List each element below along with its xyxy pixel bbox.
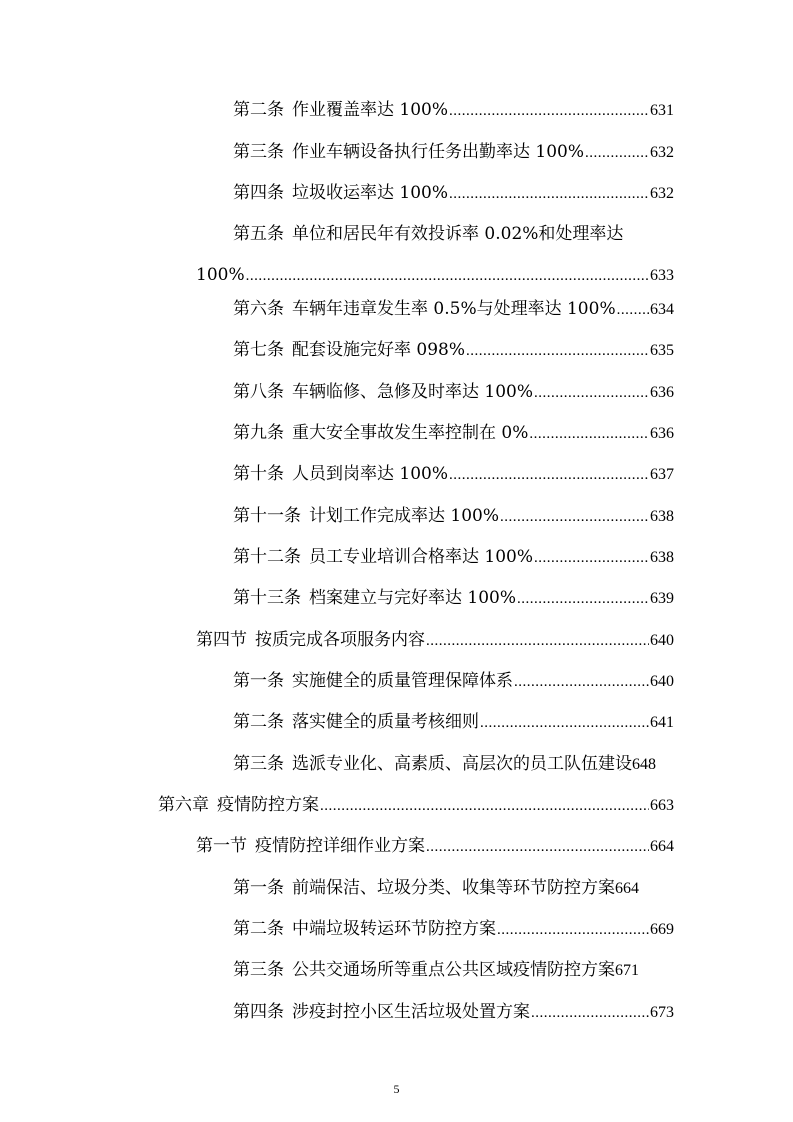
toc-leader-dots bbox=[514, 669, 649, 695]
toc-entry-article-3b[interactable] bbox=[233, 751, 703, 777]
toc-entry-label: 第十条 bbox=[233, 464, 284, 484]
toc-entry-article-1c[interactable] bbox=[233, 875, 703, 901]
toc-entry-article-1[interactable] bbox=[233, 668, 674, 694]
toc-entry-label: 第十二条 bbox=[233, 547, 301, 567]
toc-entry-article-3[interactable] bbox=[233, 139, 674, 165]
toc-entry-title: 计划工作完成率达 100% bbox=[309, 506, 500, 526]
toc-entry-label: 第三条 bbox=[233, 754, 284, 774]
toc-entry-article-2b[interactable] bbox=[233, 709, 674, 735]
toc-entry-label: 第三条 bbox=[233, 142, 284, 162]
toc-entry-title: 人员到岗率达 100% bbox=[292, 464, 449, 484]
toc-leader-dots bbox=[500, 504, 649, 530]
toc-entry-article-11[interactable] bbox=[233, 503, 674, 529]
toc-leader-dots bbox=[529, 421, 649, 447]
toc-entry-title: 配套设施完好率 098% bbox=[292, 340, 466, 360]
toc-entry-page: 669 bbox=[650, 921, 674, 938]
toc-entry-section-1[interactable] bbox=[196, 833, 674, 859]
toc-entry-page: 632 bbox=[650, 144, 674, 161]
toc-entry-page: 663 bbox=[650, 797, 674, 814]
toc-entry-section-4[interactable] bbox=[196, 627, 674, 653]
toc-entry-article-7[interactable] bbox=[233, 337, 674, 363]
toc-entry-label: 第二条 bbox=[233, 712, 284, 732]
toc-entry-article-10[interactable] bbox=[233, 461, 674, 487]
toc-entry-title: 中端垃圾转运环节防控方案 bbox=[292, 919, 496, 939]
toc-entry-title: 垃圾收运率达 100% bbox=[292, 183, 449, 203]
toc-entry-label: 第四节 bbox=[196, 630, 247, 650]
toc-entry-article-2c[interactable] bbox=[233, 916, 674, 942]
toc-entry-article-12[interactable] bbox=[233, 544, 674, 570]
toc-entry-title: 档案建立与完好率达 100% bbox=[309, 588, 517, 608]
toc-entry-label: 第十一条 bbox=[233, 506, 301, 526]
toc-entry-label: 第六条 bbox=[233, 299, 284, 319]
toc-entry-title: 单位和居民年有效投诉率 0.02%和处理率达 bbox=[292, 224, 624, 244]
toc-leader-dots bbox=[449, 181, 649, 207]
toc-entry-title: 选派专业化、高素质、高层次的员工队伍建设 bbox=[292, 754, 632, 774]
toc-entry-title: 重大安全事故发生率控制在 0% bbox=[292, 423, 529, 443]
toc-entry-article-4c[interactable] bbox=[233, 999, 674, 1025]
toc-entry-label: 第六章 bbox=[158, 795, 209, 815]
toc-entry-title: 疫情防控方案 bbox=[217, 795, 319, 815]
toc-entry-article-4[interactable] bbox=[233, 180, 674, 206]
toc-entry-title: 疫情防控详细作业方案 bbox=[255, 836, 425, 856]
toc-leader-dots bbox=[426, 834, 649, 860]
toc-leader-dots bbox=[534, 545, 649, 571]
toc-leader-dots bbox=[585, 140, 649, 166]
toc-entry-page: 633 bbox=[650, 267, 674, 284]
toc-entry-page: 631 bbox=[650, 102, 674, 119]
toc-entry-chapter-6[interactable] bbox=[158, 792, 674, 818]
toc-leader-dots bbox=[246, 263, 649, 289]
toc-entry-label: 第八条 bbox=[233, 382, 284, 402]
toc-entry-page: 634 bbox=[650, 301, 674, 318]
toc-entry-title: 公共交通场所等重点公共区域疫情防控方案 bbox=[292, 960, 615, 980]
toc-entry-label: 第三条 bbox=[233, 960, 284, 980]
toc-entry-page: 664 bbox=[615, 880, 639, 897]
toc-entry-label: 第四条 bbox=[233, 183, 284, 203]
toc-entry-article-5-continuation[interactable] bbox=[196, 262, 674, 288]
toc-leader-dots bbox=[617, 297, 649, 323]
toc-entry-label: 第二条 bbox=[233, 919, 284, 939]
toc-entry-label: 第一节 bbox=[196, 836, 247, 856]
toc-entry-label: 第七条 bbox=[233, 340, 284, 360]
toc-leader-dots bbox=[480, 710, 649, 736]
toc-entry-article-3c[interactable] bbox=[233, 957, 703, 983]
toc-entry-title: 前端保洁、垃圾分类、收集等环节防控方案 bbox=[292, 878, 615, 898]
page-number: 5 bbox=[393, 1082, 400, 1096]
toc-entry-title: 涉疫封控小区生活垃圾处置方案 bbox=[292, 1002, 530, 1022]
toc-entry-page: 632 bbox=[650, 185, 674, 202]
toc-entry-page: 638 bbox=[650, 508, 674, 525]
toc-leader-dots bbox=[534, 380, 649, 406]
toc-entry-article-6[interactable] bbox=[233, 296, 674, 322]
toc-entry-label: 第一条 bbox=[233, 671, 284, 691]
toc-leader-dots bbox=[517, 586, 649, 612]
toc-leader-dots bbox=[426, 628, 649, 654]
toc-entry-title: 员工专业培训合格率达 100% bbox=[309, 547, 534, 567]
toc-entry-title: 按质完成各项服务内容 bbox=[255, 630, 425, 650]
toc-entry-label: 第十三条 bbox=[233, 588, 301, 608]
toc-entry-title: 车辆临修、急修及时率达 100% bbox=[292, 382, 534, 402]
toc-entry-page: 640 bbox=[650, 673, 674, 690]
toc-entry-article-2[interactable] bbox=[233, 97, 674, 123]
toc-entry-title: 实施健全的质量管理保障体系 bbox=[292, 671, 513, 691]
toc-entry-page: 638 bbox=[650, 549, 674, 566]
toc-entry-title: 作业覆盖率达 100% bbox=[292, 100, 449, 120]
toc-entry-page: 639 bbox=[650, 590, 674, 607]
toc-entry-page: 637 bbox=[650, 466, 674, 483]
toc-entry-page: 636 bbox=[650, 425, 674, 442]
toc-entry-article-5[interactable] bbox=[233, 221, 674, 247]
toc-entry-page: 641 bbox=[650, 714, 674, 731]
toc-entry-title: 落实健全的质量考核细则 bbox=[292, 712, 479, 732]
toc-entry-title-continuation: 100% bbox=[196, 265, 245, 285]
toc-leader-dots bbox=[497, 917, 649, 943]
toc-entry-title: 作业车辆设备执行任务出勤率达 100% bbox=[292, 142, 585, 162]
toc-entry-label: 第一条 bbox=[233, 878, 284, 898]
toc-entry-page: 635 bbox=[650, 342, 674, 359]
toc-entry-label: 第九条 bbox=[233, 423, 284, 443]
toc-entry-label: 第五条 bbox=[233, 224, 284, 244]
toc-entry-page: 673 bbox=[650, 1004, 674, 1021]
toc-leader-dots bbox=[466, 338, 649, 364]
toc-entry-label: 第二条 bbox=[233, 100, 284, 120]
toc-entry-page: 664 bbox=[650, 838, 674, 855]
toc-entry-article-13[interactable] bbox=[233, 585, 674, 611]
toc-entry-article-9[interactable] bbox=[233, 420, 674, 446]
toc-leader-dots bbox=[449, 98, 649, 124]
toc-entry-title: 车辆年违章发生率 0.5%与处理率达 100% bbox=[292, 299, 616, 319]
toc-leader-dots bbox=[449, 462, 649, 488]
toc-entry-page: 636 bbox=[650, 384, 674, 401]
toc-entry-article-8[interactable] bbox=[233, 379, 674, 405]
toc-leader-dots bbox=[320, 793, 649, 819]
toc-entry-page: 640 bbox=[650, 632, 674, 649]
toc-entry-page: 671 bbox=[615, 962, 639, 979]
toc-leader-dots bbox=[531, 1000, 649, 1026]
toc-entry-page: 648 bbox=[632, 756, 656, 773]
toc-entry-label: 第四条 bbox=[233, 1002, 284, 1022]
